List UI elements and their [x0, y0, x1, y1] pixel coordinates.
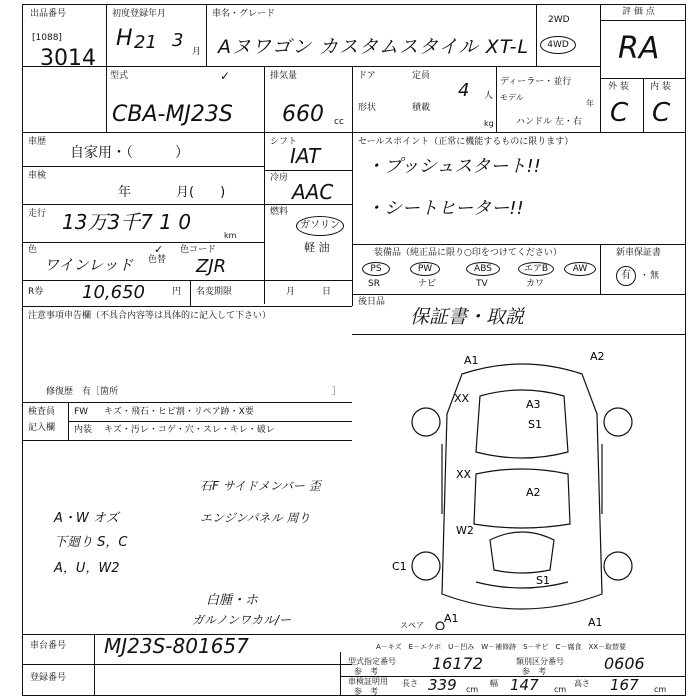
mark-c1: C1 [392, 560, 407, 573]
ext-grade: C [610, 98, 629, 128]
mark-a1-br: A1 [588, 616, 603, 629]
drive-2wd: 2WD [548, 15, 570, 25]
divider-warranty [600, 244, 601, 294]
accessories-line [352, 334, 686, 335]
inspector-label-2: 記入欄 [28, 423, 56, 433]
door-label: ドア [358, 71, 376, 81]
name-change-month: 月 [286, 287, 296, 297]
inspector-mid [68, 421, 352, 422]
spare-label: スペア [400, 621, 424, 630]
lot-label: 出品番号 [30, 9, 67, 19]
vin-value: MJ23S-801657 [104, 634, 249, 658]
shift-value: IAT [290, 144, 321, 168]
shaken-label: 車検 [28, 171, 47, 181]
width-unit: cm [554, 685, 567, 694]
color-value: ワインレッド [44, 256, 134, 274]
use-label: 車歴 [28, 137, 47, 147]
mark-xx-left: XX [454, 392, 470, 405]
memo-3: A・W オズ [54, 511, 119, 526]
first-reg-month-unit: 月 [192, 47, 202, 57]
recycle-value: 10,650 [82, 282, 145, 303]
fuel-label: 燃料 [270, 207, 289, 217]
divider-disp [264, 66, 265, 132]
model-name: Aヌワゴン カスタムスタイル XT-L [218, 36, 530, 58]
fw-label: FW [74, 407, 89, 417]
memo-4: 下廻り S，C [54, 535, 128, 550]
first-reg-label: 初度登録年月 [112, 9, 167, 19]
mark-a1-bl: A1 [444, 612, 459, 625]
repair-label: 修復歴 有［箇所 [46, 387, 119, 397]
ac-line [264, 204, 352, 205]
warranty-sep: ・ [640, 271, 650, 281]
mileage-unit: km [224, 231, 237, 240]
recycle-divider [190, 280, 191, 306]
fuel-gas-circle [296, 216, 344, 236]
divider-score [600, 4, 601, 132]
equip-pw [410, 262, 440, 276]
name-change-label: 名変期限 [196, 287, 233, 297]
int-label: 内 装 [650, 82, 671, 92]
vin-label: 車台番号 [30, 641, 67, 651]
divider-notes [22, 402, 352, 403]
divider-inspector [22, 440, 352, 441]
warranty-no: 無 [650, 271, 660, 281]
shift-label: シフト [270, 137, 298, 147]
cert-sub: 参 考 [354, 687, 378, 696]
notes-label: 注意事項申告欄（不具合内容等は具体的に記入して下さい） [28, 311, 272, 321]
mark-s1-trunk: S1 [536, 574, 550, 587]
accessories-value: 保証書・取説 [410, 306, 525, 328]
capacity-value: 4 [458, 80, 470, 101]
diagram-legend: A－キズ E－エクボ U－凹み W－補修跡 S－サビ C－腐食 XX－取替要 [376, 643, 627, 651]
class-code-label: 類別区分番号 [516, 657, 564, 666]
type-value: CBA-MJ23S [112, 102, 233, 127]
ac-label: 冷房 [270, 173, 289, 183]
ac-value: AAC [292, 180, 334, 204]
score-label: 評 価 点 [622, 7, 655, 17]
type-label: 型式 [110, 71, 129, 81]
cert-label: 車検証明用 [348, 677, 388, 686]
height-unit: cm [654, 685, 667, 694]
spare-tire [436, 622, 444, 630]
type-code-sub: 参 考 [354, 667, 378, 676]
use-value: 自家用・（ ） [70, 145, 189, 161]
shape-label: 形状 [358, 103, 377, 113]
details-line-3 [22, 242, 264, 243]
bonnet-outline [474, 469, 570, 528]
divider-2wd [536, 4, 537, 66]
model-label: 車名・グレード [212, 9, 276, 19]
sales-label: セールスポイント（正常に機能するものに限ります） [358, 137, 574, 147]
windshield-outline [490, 532, 554, 573]
repair-close: ］ [332, 387, 342, 397]
type-check: ✓ [220, 69, 231, 83]
mark-a2-mid: A2 [526, 486, 541, 499]
equip-ps-label: PS [370, 264, 382, 274]
mark-a2-top: A2 [590, 350, 605, 363]
disp-unit: cc [334, 117, 344, 127]
warranty-yes: 有 [621, 270, 631, 281]
divider-sales [352, 244, 686, 245]
length-unit: cm [466, 685, 479, 694]
model-year-label: モデル [500, 93, 524, 102]
class-code-sub: 参 考 [522, 667, 546, 676]
capacity-unit: 人 [484, 91, 494, 101]
divider-details [22, 306, 352, 307]
lot-number: 3014 [40, 46, 96, 71]
divider-shift [264, 132, 265, 304]
fw-items: キズ・飛石・ヒビ割・リペア跡・X要 [104, 407, 254, 417]
memo-1: 石F サイドメンバー 歪 [200, 479, 321, 493]
disp-label: 排気量 [270, 71, 298, 81]
equip-aw [564, 262, 596, 276]
disp-value: 660 [282, 102, 324, 127]
height-label: 高さ [574, 679, 590, 688]
car-damage-diagram [392, 344, 652, 630]
divider-accessories [352, 294, 686, 295]
height-value: 167 [610, 676, 639, 694]
equip-abs-label: ABS [474, 264, 492, 274]
details-line-1 [22, 166, 264, 167]
type-code-value: 16172 [432, 654, 483, 673]
length-value: 339 [428, 676, 457, 694]
mark-s1-roof: S1 [528, 418, 542, 431]
equip-airbag-label: エアB [523, 264, 549, 274]
warranty-yes-circle [616, 266, 636, 286]
color-code-value: ZJR [196, 256, 227, 277]
length-label: 長さ [402, 679, 418, 688]
warranty-label: 新車保証書 [616, 248, 662, 258]
divider-specs [22, 132, 686, 133]
model-year-unit: 年 [586, 99, 594, 108]
class-code-value: 0606 [604, 654, 645, 673]
mark-a3: A3 [526, 398, 541, 411]
wheel-rl [412, 552, 440, 580]
memo-5: A，U，W2 [54, 561, 120, 576]
width-label: 幅 [490, 679, 498, 688]
reg-label: 登録番号 [30, 673, 67, 683]
divider-grade-h [600, 78, 686, 79]
shaken-year: 年 [118, 185, 132, 200]
score-value: RA [618, 31, 660, 66]
divider-footer-2 [22, 664, 352, 665]
mileage-value: 13万3千7 1 0 [62, 210, 192, 234]
details-line-2 [22, 204, 264, 205]
width-value: 147 [510, 676, 539, 694]
ext-label: 外 装 [608, 82, 629, 92]
mark-a1-top: A1 [464, 354, 479, 367]
color-check: ✓ [154, 243, 164, 256]
divider-score-h [600, 20, 686, 21]
recycle-label: R券 [28, 287, 44, 297]
capacity-label: 定員 [412, 71, 431, 81]
memo-6: 白腫・ホ [206, 593, 259, 608]
details-line-4 [22, 280, 352, 281]
first-reg-era: H [116, 26, 133, 51]
sales-point-2: ・シートヒーター!! [366, 198, 524, 219]
equip-abs [466, 262, 500, 276]
equip-aw-label: AW [572, 264, 588, 274]
wheel-fr [604, 408, 632, 436]
accessories-label: 後日品 [358, 297, 386, 307]
int-items: キズ・汚レ・コゲ・穴・スレ・キレ・破レ [104, 425, 275, 435]
load-label: 積載 [412, 103, 431, 113]
dealer-label: ディーラー・並行 [500, 77, 572, 87]
divider-grade [643, 78, 644, 132]
equip-pw-label: PW [417, 264, 433, 274]
type-code-label: 型式指定番号 [348, 657, 396, 666]
int-items-label: 内装 [74, 425, 93, 435]
equip-sr: SR [368, 279, 380, 289]
roof-outline [476, 390, 568, 458]
mileage-label: 走行 [28, 209, 47, 219]
color-code-label: 色コード [180, 245, 217, 255]
wheel-rr [604, 552, 632, 580]
divider-dealer [496, 66, 497, 132]
memo-7: ガルノンワカル/ー [192, 613, 292, 627]
name-change-day: 日 [322, 287, 332, 297]
divider-footer-v [340, 652, 341, 696]
equip-ps [362, 262, 390, 276]
divider-lot [106, 4, 107, 132]
mark-xx-mid: XX [456, 468, 472, 481]
handle-label: ハンドル 左・右 [516, 117, 582, 127]
equip-navi: ナビ [418, 279, 437, 289]
lot-sub: [1088] [32, 33, 62, 43]
first-reg-year: 21 [134, 32, 157, 53]
equip-airbag [518, 262, 554, 276]
vin-divider [94, 634, 95, 696]
mark-w2: W2 [456, 524, 474, 537]
trunk-outline [476, 582, 568, 588]
color-label: 色 [28, 245, 38, 255]
load-unit: kg [484, 119, 494, 128]
equipment-label: 装備品（純正品に限り○印をつけてください） [374, 248, 562, 258]
color-change-label: 色替 [148, 255, 167, 265]
sales-point-1: ・プッシュスタート!! [366, 156, 541, 177]
recycle-unit: 円 [172, 287, 182, 297]
memo-2: エンジンパネル 周り [200, 511, 311, 525]
divider-reg [206, 4, 207, 66]
divider-door [352, 66, 353, 306]
drive-4wd: 4WD [547, 40, 569, 50]
equip-leather: カワ [526, 279, 545, 289]
shaken-month: 月( ) [176, 185, 226, 200]
shift-line [264, 170, 352, 171]
first-reg-month: 3 [172, 30, 184, 51]
int-grade: C [652, 98, 671, 128]
fuel-diesel: 軽 油 [304, 241, 330, 254]
divider-header [22, 66, 600, 67]
fuel-gas: ガソリン [300, 220, 340, 231]
wheel-fl [412, 408, 440, 436]
equip-tv: TV [476, 279, 488, 289]
inspector-label-1: 検査員 [28, 407, 56, 417]
drive-4wd-circle [540, 36, 576, 54]
